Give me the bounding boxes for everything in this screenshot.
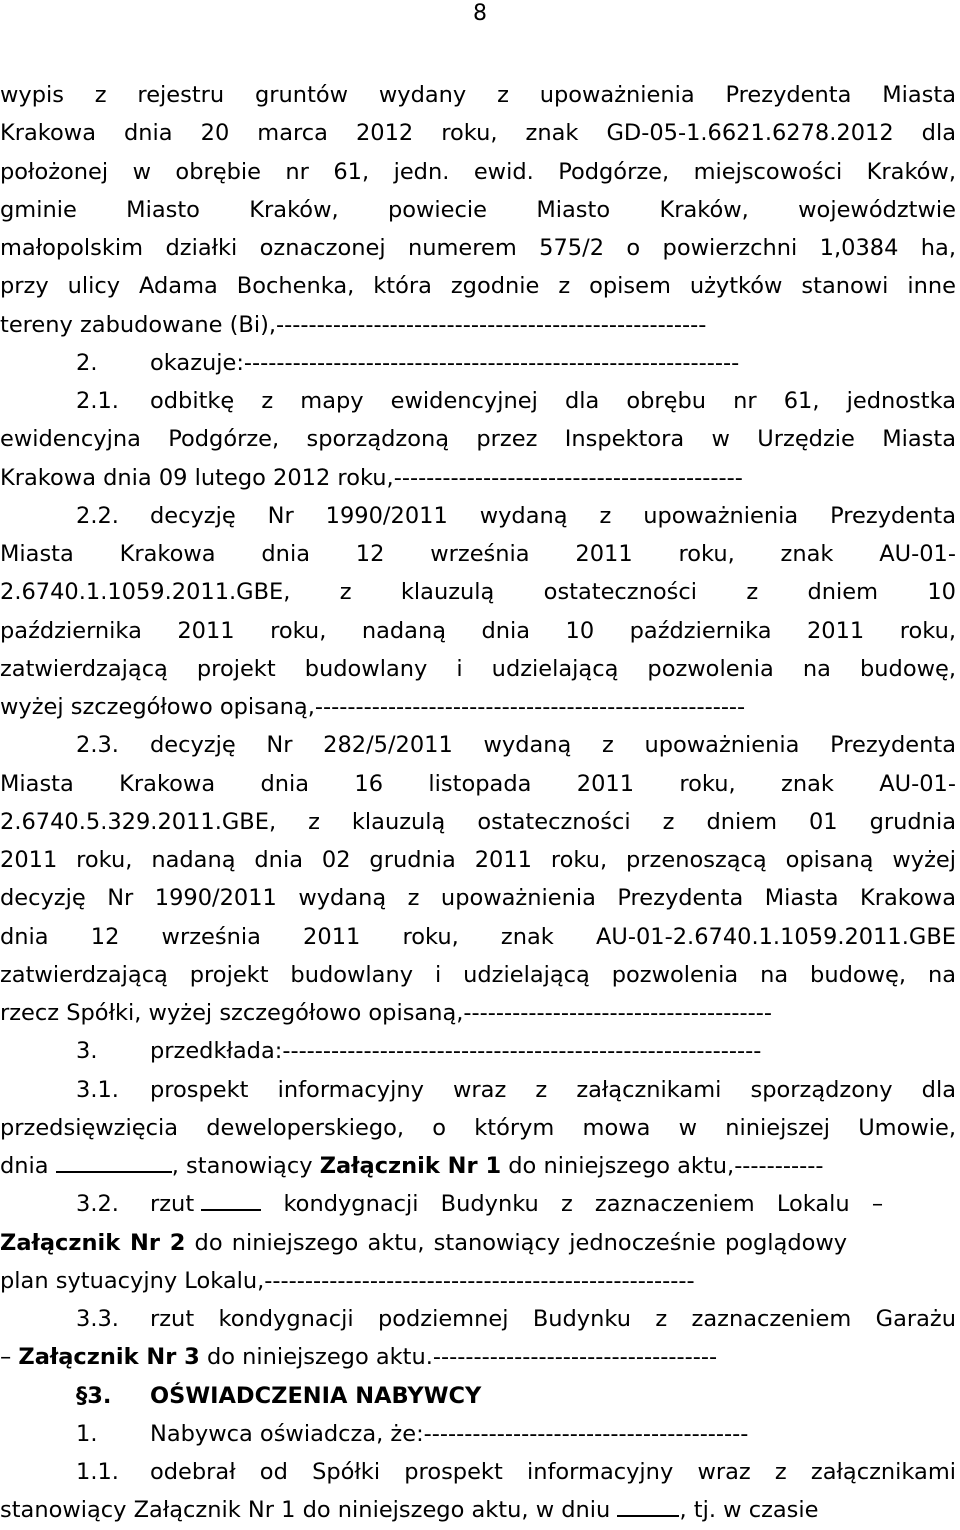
blank-field — [201, 1189, 261, 1211]
item-number: 2.3. — [76, 732, 119, 759]
statement-1 — [0, 1415, 960, 1453]
attachment-label: Załącznik Nr 2 — [0, 1229, 186, 1256]
text-line — [0, 1224, 960, 1262]
text-line: przedsięwzięcia deweloperskiego, o którym mowa w niniejszej Umowie, — [0, 1114, 956, 1141]
text-line: położonej w obrębie nr 61, jedn. ewid. Podgórze, miejscowości Kraków, — [0, 158, 956, 185]
statement-1-1 — [0, 1453, 960, 1491]
text-line: gminie Miasto Kraków, powiecie Miasto Kraków, województwie — [0, 196, 956, 223]
text-line: wyżej szczegółowo opisaną,----------------------------------------------------- — [0, 694, 746, 720]
section-3 — [0, 1032, 960, 1070]
attachment-label: Załącznik Nr 3 — [18, 1344, 200, 1371]
section-3-3 — [0, 1300, 960, 1338]
section-2-2 — [0, 497, 960, 535]
text-line: małopolskim działki oznaczonej numerem 575/2 o powierzchni 1,0384 ha, — [0, 235, 956, 261]
item-text: odbitkę z mapy ewidencyjnej dla obrębu nr 61, jednostka — [150, 388, 956, 414]
item-number: 3.1. — [76, 1076, 119, 1103]
text-line: Krakowa dnia 09 lutego 2012 roku,------------------------------------------- — [0, 464, 743, 491]
blank-field — [617, 1495, 679, 1517]
item-text: decyzję Nr 1990/2011 wydaną z upoważnienia Prezydenta — [150, 502, 956, 529]
blank-field — [56, 1151, 172, 1173]
text-fragment: do niniejszego aktu, stanowiący jednocześnie poglądowy — [185, 1229, 848, 1256]
text-line: Miasta Krakowa dnia 16 listopada 2011 roku, znak AU-01- — [0, 770, 956, 797]
attachment-label: Załącznik Nr 1 — [319, 1153, 502, 1179]
text-line: 2.6740.5.329.2011.GBE, z klauzulą ostateczności z dniem 01 grudnia — [0, 808, 956, 835]
document-body — [0, 76, 960, 1530]
text-fragment: do niniejszego aktu,----------- — [501, 1153, 824, 1179]
item-text: Nabywca oświadcza, że:---------------------------------------- — [150, 1420, 749, 1447]
text-line: wypis z rejestru gruntów wydany z upoważnienia Prezydenta Miasta — [0, 82, 956, 108]
text-fragment: , stanowiący — [171, 1153, 320, 1179]
text-line: tereny zabudowane (Bi),----------------------------------------------------- — [0, 311, 707, 338]
item-number: 3. — [76, 1038, 98, 1065]
section-3-2 — [0, 1185, 960, 1223]
text-line: decyzję Nr 1990/2011 wydaną z upoważnienia Prezydenta Miasta Krakowa — [0, 885, 956, 912]
item-number: 1.1. — [76, 1459, 119, 1485]
text-line: plan sytuacyjny Lokalu,----------------------------------------------------- — [0, 1267, 695, 1294]
text-fragment: dnia — [0, 1153, 56, 1179]
text-line: Krakowa dnia 20 marca 2012 roku, znak GD-05-1.6621.6278.2012 dla — [0, 120, 956, 147]
text-fragment: , tj. w czasie — [679, 1497, 819, 1524]
item-number: 3.3. — [76, 1306, 119, 1332]
section-heading — [0, 1377, 960, 1415]
item-text: okazuje:------------------------------------------------------------- — [150, 349, 740, 376]
item-number: 2.2. — [76, 502, 119, 529]
text-fragment: rzut — [150, 1191, 202, 1218]
text-line — [0, 1147, 960, 1185]
text-line: zatwierdzającą projekt budowlany i udzielającą pozwolenia na budowę, — [0, 655, 956, 682]
item-number: 2. — [76, 349, 98, 376]
text-fragment: kondygnacji Budynku z zaznaczeniem Lokalu – — [261, 1191, 884, 1218]
item-text: decyzję Nr 282/5/2011 wydaną z upoważnienia Prezydenta — [150, 732, 956, 759]
text-line — [0, 1338, 960, 1376]
item-number: 1. — [76, 1420, 98, 1447]
item-text: rzut kondygnacji podziemnej Budynku z zaznaczeniem Garażu — [150, 1306, 956, 1332]
text-fragment: stanowiący Załącznik Nr 1 do niniejszego aktu, w dniu — [0, 1497, 618, 1524]
item-text: przedkłada:----------------------------------------------------------- — [150, 1038, 762, 1065]
text-line: przy ulicy Adama Bochenka, która zgodnie z opisem użytków stanowi inne — [0, 273, 956, 300]
text-line: 2.6740.1.1059.2011.GBE, z klauzulą ostateczności z dniem 10 — [0, 579, 956, 606]
item-number: 3.2. — [76, 1191, 119, 1218]
paragraph-symbol: §3. — [76, 1382, 112, 1409]
section-3-1 — [0, 1071, 960, 1109]
section-2-3 — [0, 726, 960, 764]
section-2-1 — [0, 382, 960, 420]
heading-title: OŚWIADCZENIA NABYWCY — [150, 1382, 482, 1409]
item-text: prospekt informacyjny wraz z załącznikami sporządzony dla — [150, 1076, 956, 1103]
text-fragment: do niniejszego aktu.----------------------------------- — [199, 1344, 718, 1371]
item-number: 2.1. — [76, 388, 119, 414]
text-line: dnia 12 września 2011 roku, znak AU-01-2.6740.1.1059.2011.GBE — [0, 923, 956, 950]
text-line: października 2011 roku, nadaną dnia 10 października 2011 roku, — [0, 617, 956, 644]
text-line — [0, 1491, 960, 1529]
page-number: 8 — [473, 1, 487, 26]
text-line: rzecz Spółki, wyżej szczegółowo opisaną,-------------------------------------- — [0, 1000, 772, 1026]
text-fragment: – — [0, 1344, 19, 1371]
item-text: odebrał od Spółki prospekt informacyjny wraz z załącznikami — [150, 1459, 956, 1485]
section-2 — [0, 344, 960, 382]
text-line: 2011 roku, nadaną dnia 02 grudnia 2011 roku, przenoszącą opisaną wyżej — [0, 847, 956, 873]
text-line: Miasta Krakowa dnia 12 września 2011 roku, znak AU-01- — [0, 541, 956, 567]
text-line: zatwierdzającą projekt budowlany i udzielającą pozwolenia na budowę, na — [0, 961, 956, 988]
text-line: ewidencyjna Podgórze, sporządzoną przez Inspektora w Urzędzie Miasta — [0, 426, 956, 453]
